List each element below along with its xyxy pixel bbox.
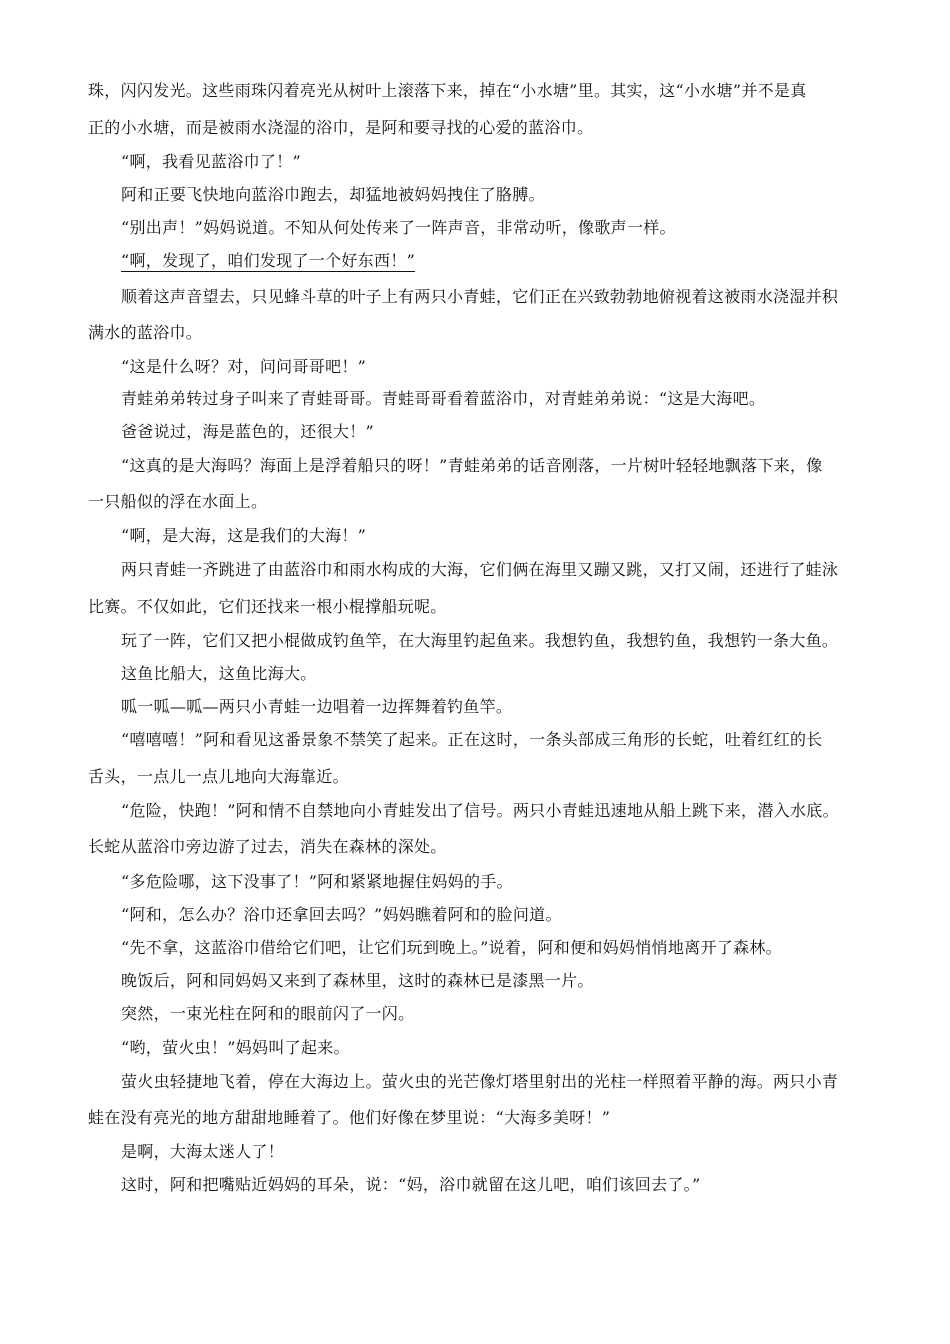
text-line: “嘻嘻嘻！”阿和看见这番景象不禁笑了起来。正在这时，一条头部成三角形的长蛇，吐着红红的长 — [121, 730, 823, 749]
text-line: 突然，一束光柱在阿和的眼前闪了一闪。 — [121, 1004, 415, 1023]
text-line: 长蛇从蓝浴巾旁边游了过去，消失在森林的深处。 — [88, 837, 447, 856]
text-line: 阿和正要飞快地向蓝浴巾跑去，却猛地被妈妈拽住了胳膊。 — [121, 185, 545, 204]
text-line: 是啊，大海太迷人了！ — [121, 1142, 285, 1161]
text-line: “先不拿，这蓝浴巾借给它们吧，让它们玩到晚上。”说着，阿和便和妈妈悄悄地离开了森林。 — [121, 938, 782, 957]
text-line: 一只船似的浮在水面上。 — [88, 492, 268, 511]
text-line: “啊，我看见蓝浴巾了！” — [121, 152, 301, 171]
text-line: 舌头，一点儿一点儿地向大海靠近。 — [88, 767, 349, 786]
text-line: 比赛。不仅如此，它们还找来一根小棍撑船玩呢。 — [88, 597, 447, 616]
text-line: “多危险哪，这下没事了！”阿和紧紧地握住妈妈的手。 — [121, 872, 513, 891]
text-line: 晚饭后，阿和同妈妈又来到了森林里，这时的森林已是漆黑一片。 — [121, 971, 594, 990]
text-line: 呱一呱—呱—两只小青蛙一边唱着一边挥舞着钓鱼竿。 — [121, 697, 513, 716]
text-line: 爸爸说过，海是蓝色的，还很大！” — [121, 422, 374, 441]
text-line: 蛙在没有亮光的地方甜甜地睡着了。他们好像在梦里说：“大海多美呀！” — [88, 1108, 611, 1127]
text-line: 珠，闪闪发光。这些雨珠闪着亮光从树叶上滚落下来，掉在“小水塘”里。其实，这“小水塘”并不是真 — [88, 81, 807, 100]
text-line: 玩了一阵，它们又把小棍做成钓鱼竿，在大海里钓起鱼来。我想钓鱼，我想钓鱼，我想钓一条大鱼。 — [121, 631, 839, 650]
underlined-text-line: “啊，发现了，咱们发现了一个好东西！” — [121, 251, 416, 270]
text-line: 两只青蛙一齐跳进了由蓝浴巾和雨水构成的大海，它们俩在海里又蹦又跳，又打又闹，还进行了蛙泳 — [121, 560, 839, 579]
text-line: “这真的是大海吗？海面上是浮着船只的呀！”青蛙弟弟的话音刚落，一片树叶轻轻地飘落下来，像 — [121, 456, 823, 475]
text-line: “阿和，怎么办？浴巾还拿回去吗？”妈妈瞧着阿和的脸问道。 — [121, 905, 562, 924]
text-line: “危险，快跑！”阿和情不自禁地向小青蛙发出了信号。两只小青蛙迅速地从船上跳下来，潜入水底。 — [121, 801, 839, 820]
text-line: 萤火虫轻捷地飞着，停在大海边上。萤火虫的光芒像灯塔里射出的光柱一样照着平静的海。两只小青 — [121, 1072, 839, 1091]
text-line: 这时，阿和把嘴贴近妈妈的耳朵，说：“妈，浴巾就留在这儿吧，咱们该回去了。” — [121, 1175, 701, 1194]
text-line: 顺着这声音望去，只见蜂斗草的叶子上有两只小青蛙，它们正在兴致勃勃地俯视着这被雨水浇湿并积 — [121, 287, 839, 306]
text-line: “别出声！”妈妈说道。不知从何处传来了一阵声音，非常动听，像歌声一样。 — [121, 218, 676, 237]
text-line: “哟，萤火虫！”妈妈叫了起来。 — [121, 1038, 350, 1057]
text-line: “这是什么呀？对，问问哥哥吧！” — [121, 357, 367, 376]
text-line: 青蛙弟弟转过身子叫来了青蛙哥哥。青蛙哥哥看着蓝浴巾，对青蛙弟弟说：“这是大海吧。 — [121, 389, 766, 408]
text-line: 正的小水塘，而是被雨水浇湿的浴巾，是阿和要寻找的心爱的蓝浴巾。 — [88, 118, 594, 137]
text-line: “啊，是大海，这是我们的大海！” — [121, 526, 367, 545]
text-line: 这鱼比船大，这鱼比海大。 — [121, 664, 317, 683]
text-line: 满水的蓝浴巾。 — [88, 323, 203, 342]
